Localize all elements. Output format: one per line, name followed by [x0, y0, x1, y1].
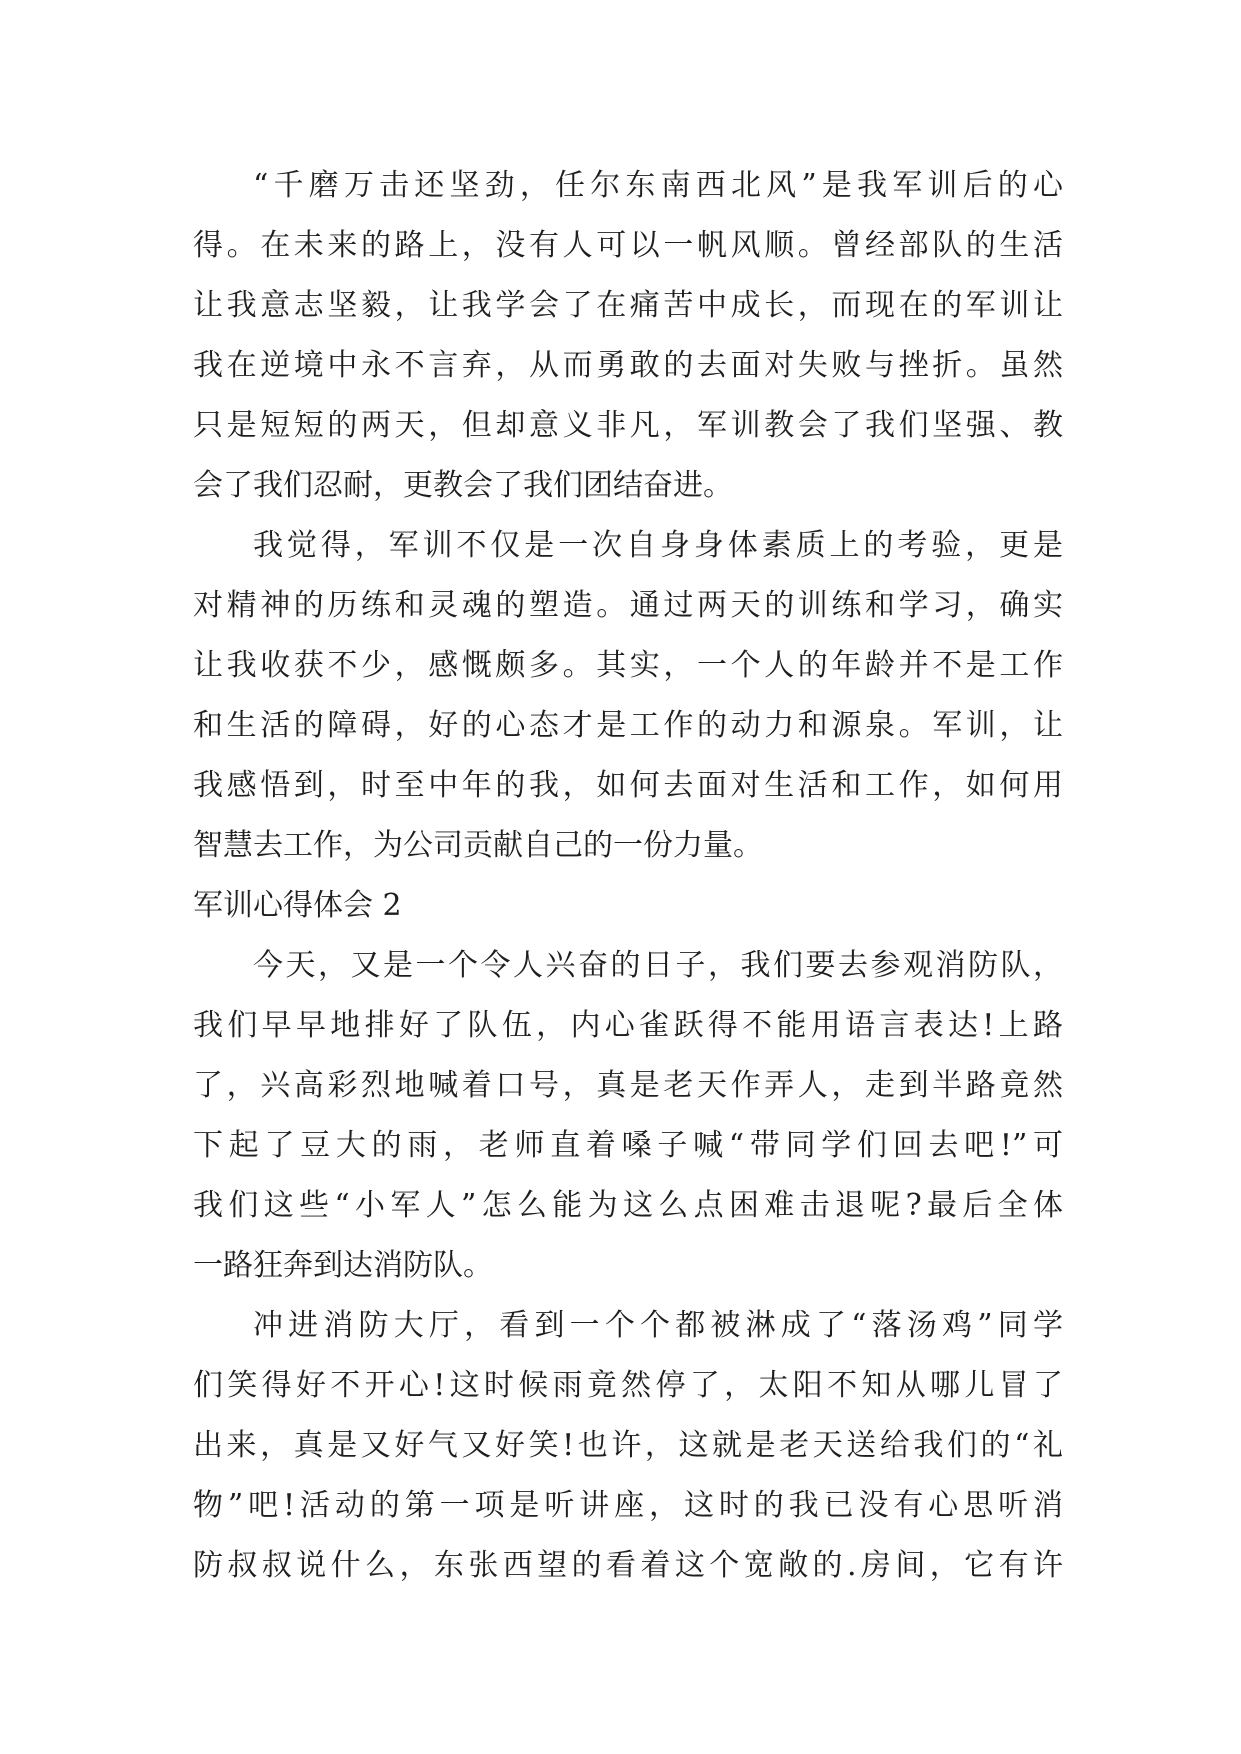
text-line: 让我意志坚毅，让我学会了在痛苦中成长，而现在的军训让: [193, 288, 1063, 323]
text-line: 得。在未来的路上，没有人可以一帆风顺。曾经部队的生活: [193, 228, 1063, 263]
text-line: 让我收获不少，感慨颇多。其实，一个人的年龄并不是工作: [193, 648, 1063, 683]
paragraph-1: [193, 156, 1063, 516]
text-line: 今天，又是一个令人兴奋的日子，我们要去参观消防队，: [253, 948, 1063, 983]
text-line: “千磨万击还坚劲，任尔东南西北风”是我军训后的心: [253, 168, 1063, 203]
text-line: 出来，真是又好气又好笑!也许，这就是老天送给我们的“礼: [193, 1428, 1063, 1463]
paragraph-4: [193, 1296, 1063, 1596]
paragraph-2: [193, 516, 1063, 876]
text-line: 们笑得好不开心!这时候雨竟然停了，太阳不知从哪儿冒了: [193, 1368, 1063, 1403]
text-line: 只是短短的两天，但却意义非凡，军训教会了我们坚强、教: [193, 408, 1063, 443]
text-line: 冲进消防大厅，看到一个个都被淋成了“落汤鸡”同学: [253, 1308, 1063, 1343]
text-line: 我们这些“小军人”怎么能为这么点困难击退呢?最后全体: [193, 1188, 1063, 1223]
text-line: 物”吧!活动的第一项是听讲座，这时的我已没有心思听消: [193, 1488, 1063, 1523]
text-line: 一路狂奔到达消防队。: [193, 1248, 493, 1283]
text-line: 我感悟到，时至中年的我，如何去面对生活和工作，如何用: [193, 768, 1063, 803]
paragraph-3: [193, 936, 1063, 1296]
document-body: [193, 156, 1063, 1596]
text-line: 了，兴高彩烈地喊着口号，真是老天作弄人，走到半路竟然: [193, 1068, 1063, 1103]
text-line: 我们早早地排好了队伍，内心雀跃得不能用语言表达!上路: [193, 1008, 1063, 1043]
text-line: 智慧去工作，为公司贡献自己的一份力量。: [193, 828, 763, 863]
text-line: 我在逆境中永不言弃，从而勇敢的去面对失败与挫折。虽然: [193, 348, 1063, 383]
section-heading: 军训心得体会 2: [193, 888, 402, 923]
text-line: 下起了豆大的雨，老师直着嗓子喊“带同学们回去吧!”可: [193, 1128, 1063, 1163]
text-line: 会了我们忍耐，更教会了我们团结奋进。: [193, 468, 733, 503]
text-line: 防叔叔说什么，东张西望的看着这个宽敞的.房间，它有许: [193, 1548, 1063, 1583]
text-line: 和生活的障碍，好的心态才是工作的动力和源泉。军训，让: [193, 708, 1063, 743]
text-line: 对精神的历练和灵魂的塑造。通过两天的训练和学习，确实: [193, 588, 1063, 623]
text-line: 我觉得，军训不仅是一次自身身体素质上的考验，更是: [253, 528, 1063, 563]
